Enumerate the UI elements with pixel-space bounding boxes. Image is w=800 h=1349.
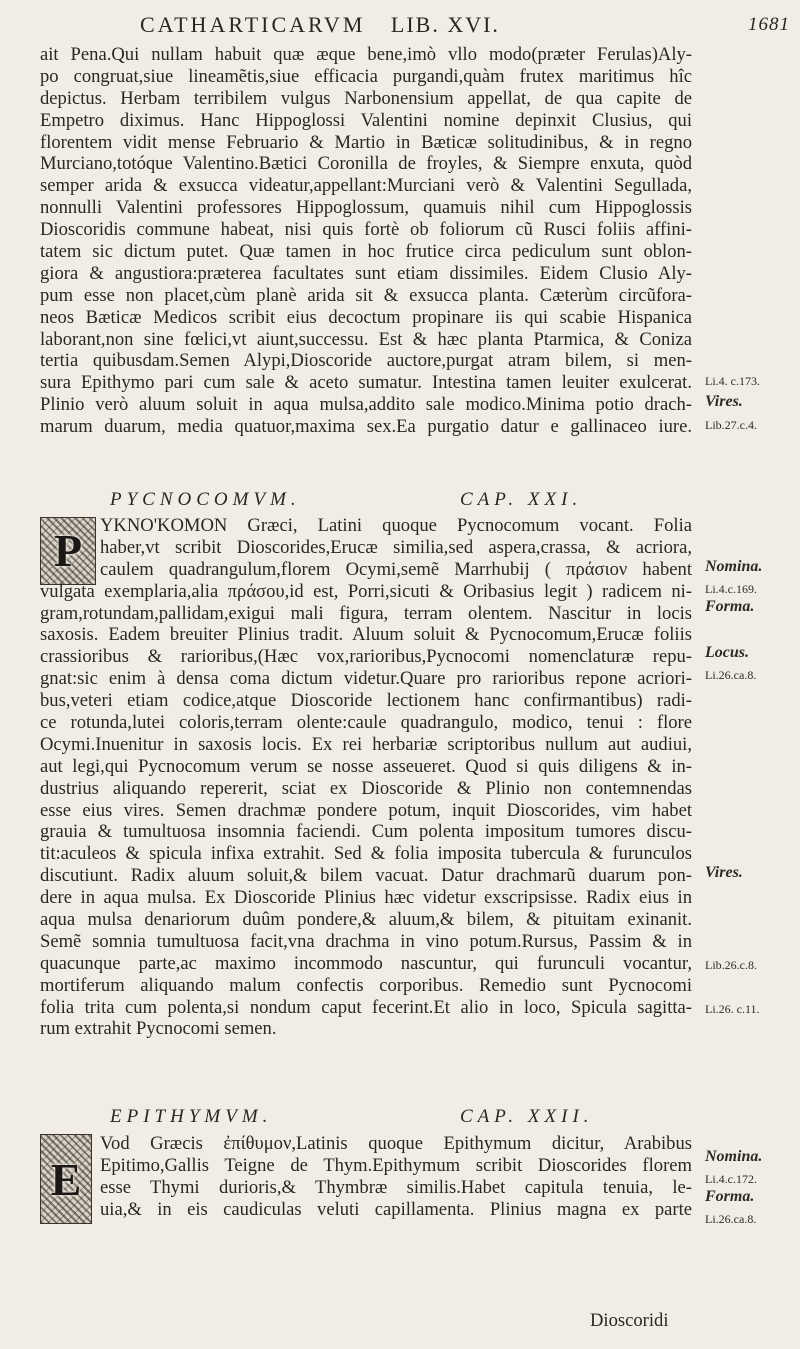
text-line: Vod Græcis ἐπίθυμον,Latinis quoque Epithymum dicitur, Arabibus (100, 1133, 692, 1154)
text-line: uia,& in eis caudiculas veluti capillamenta. Plinius magna ex parte (100, 1198, 692, 1220)
text-line: esse eius vires. Semen drachmæ pondere potum, inquit Dioscorides, vim habet (40, 799, 692, 821)
text-line: nonnulli Valentini professores Hippoglossum, quamuis nihil cum Hippoglossis (40, 197, 692, 219)
text-line: Ocymi.Inuenitur in saxosis locis. Ex rei herbariæ scriptoribus nullum aut audiui, (40, 733, 692, 755)
section-epithymum-text (40, 1133, 692, 1221)
text-line: discutiunt. Radix aluum soluit,& bilem vacuat. Datur drachmarũ duarum pon- (40, 865, 692, 887)
chapter-number: CAP. XXI. (460, 489, 583, 510)
text-line: gnat:sic enim à densa coma dictum videtur.Quare pro rarioribus repone acriori- (40, 668, 692, 690)
chapter-heading-epithymum (110, 1106, 670, 1128)
margin-note: Locus. (705, 644, 749, 661)
text-line: dustrius aliquando repererit, sciat ex Dioscoride & Plinio non contemnendas (40, 777, 692, 799)
text-line: aut legi,qui Pycnocomum verum se nosse asseueret. Quod si quis diligens & in- (40, 755, 692, 777)
text-line: Murciano,totóque Valentino.Bætici Coronilla de froyles, & Siempre enxuta, quòd (40, 153, 692, 175)
chapter-title: EPITHYMVM. (110, 1106, 273, 1127)
text-line: florentem vidit mense Februario & Martio in Bæticæ solitudinibus, & in regno (40, 131, 692, 153)
text-line: depictus. Herbam terribilem vulgus Narbonensium appellat, de qua capite de (40, 87, 692, 109)
margin-note: Li.26.ca.8. (705, 668, 757, 682)
text-line: ait Pena.Qui nullam habuit quæ æque bene,imò vllo modo(præter Ferulas)Aly- (40, 44, 692, 65)
text-line: saxosis. Eadem breuiter Plinius tradit. Aluum soluit & Pycnocomum,Erucæ foliis (40, 624, 692, 646)
text-line: tatem sic dictum putet. Quæ tamen in hoc frutice circa pediculum sunt oblon- (40, 241, 692, 263)
text-line: sura Epithymo pari cum sale & aceto sumatur. Intestina tamen leuiter exulcerat. (40, 372, 692, 394)
section-alypum-text (40, 44, 692, 438)
text-line: laborant,non sine fœlici,vt aiunt,successu. Est & hæc planta Ptarmica, & Coniza (40, 328, 692, 350)
text-line: crassioribus & rarioribus,(Hæc vox,rarioribus,Pycnocomi nomenclaturæ repu- (40, 646, 692, 668)
text-line: Plinio verò aluum soluit in aqua mulsa,addito sale modico.Minima potio drach- (40, 394, 692, 416)
margin-note: Forma. (705, 598, 755, 615)
text-line: grauia & tumultuosa insomnia faciendi. Cum polenta impositum tumores discu- (40, 821, 692, 843)
text-line: esse Thymi durioris,& Thymbræ similis.Habet capitula tenuia, le- (100, 1176, 692, 1198)
chapter-title: PYCNOCOMVM. (110, 489, 301, 510)
text-line: vulgata exemplaria,alia πράσου,id est, Porri,sicuti & Oribasius legit ) radicem ni- (40, 580, 692, 602)
text-line: ce rotunda,lutei coloris,terram olente:caule quadrangulo, modico, tenui : flore (40, 712, 692, 734)
text-line: haber,vt scribit Dioscorides,Erucæ similia,sed aspera,crassa, & acriora, (100, 536, 692, 558)
text-line: aqua mulsa denariorum duûm pondere,& aluum,& bilem, & pituitam exinanit. (40, 909, 692, 931)
text-line: Semẽ somnia tumultuosa facit,vna drachma in vino potum.Rursus, Passim & in (40, 930, 692, 952)
folio-number: 1681 (748, 14, 790, 35)
text-line: Epitimo,Gallis Teigne de Thym.Epithymum scribit Dioscorides florem (100, 1154, 692, 1176)
margin-note: Lib.27.c.4. (705, 418, 757, 432)
text-line: marum duarum, media quatuor,maxima sex.Ea purgatio datur e gallinaceo iure. (40, 416, 692, 438)
text-line: dere in aqua mulsa. Ex Dioscoride Plinius hæc videtur exscripsisse. Radix eius in (40, 887, 692, 909)
text-line: tertia quibusdam.Semen Alypi,Dioscoride auctore,purgat atram bilem, si men- (40, 350, 692, 372)
text-line: gram,rotundam,pallidam,exigui mali figura, terram olentem. Nascitur in locis (40, 602, 692, 624)
text-line: quacunque parte,ac maximo incommodo nascuntur, qui furunculi vocantur, (40, 952, 692, 974)
margin-note: Li.4.c.172. (705, 1172, 757, 1186)
text-line: caulem quadrangulum,florem Ocymi,semẽ Marrhubij ( πράσιον habent (100, 558, 692, 580)
margin-note: Lib.26.c.8. (705, 958, 757, 972)
text-line: tit:aculeos & spicula infixa extrahit. Sed & folia imposita tubercula & furunculos (40, 843, 692, 865)
text-line: Empetro diximus. Hanc Hippoglossi Valentini nomine depinxit Clusius, qui (40, 109, 692, 131)
margin-note: Vires. (705, 864, 743, 881)
text-line: folia trita cum polenta,si nondum caput fecerint.Et alio in loco, Spicula sagitta- (40, 996, 692, 1018)
chapter-heading-pycnocomum (110, 489, 670, 511)
text-line: bus,veteri etiam codice,atque Dioscoride lectionem hanc confirmantibus) radi- (40, 690, 692, 712)
text-line: pum esse non placet,cùm planè arida sit & exsucca planta. Cæterùm circũfora- (40, 284, 692, 306)
text-line: mortiferum aliquando malum confectis corporibus. Remedio sunt Pycnocomi (40, 974, 692, 996)
margin-note: Li.26. c.11. (705, 1002, 760, 1016)
running-title: CATHARTICARVM (140, 12, 366, 37)
margin-note: Li.4.c.169. (705, 582, 757, 596)
text-line: semper arida & exsucca videatur,appellant:Murciani verò & Valentini Segullada, (40, 175, 692, 197)
catchword: Dioscoridi (590, 1310, 669, 1331)
text-line: giora & angustiora:præterea facultates sunt etiam dissimiles. Eidem Clusio Aly- (40, 262, 692, 284)
margin-note: Vires. (705, 393, 743, 410)
margin-note: Nomina. (705, 558, 763, 575)
text-line: po congruat,siue lineamẽtis,siue efficacia purgandi,quàm frutex maritimus hîc (40, 65, 692, 87)
text-line: rum extrahit Pycnocomi semen. (40, 1018, 277, 1040)
text-line: neos Bæticæ Medicos scribit eius decoctum propinare iis qui scabie Hispanica (40, 306, 692, 328)
chapter-number: CAP. XXII. (460, 1106, 594, 1127)
book-number: LIB. XVI. (390, 12, 500, 37)
text-line: Dioscoridis commune habeat, nisi quis fortè ob foliorum cũ Rusci foliis affini- (40, 219, 692, 241)
margin-note: Forma. (705, 1188, 755, 1205)
initial-letter: P (53, 525, 83, 576)
section-pycnocomum-text (40, 515, 692, 1040)
margin-note: Nomina. (705, 1148, 763, 1165)
running-head (140, 12, 790, 38)
initial-letter: E (50, 1154, 82, 1205)
text-line: YKNO'KOMON Græci, Latini quoque Pycnocomum vocant. Folia (100, 515, 692, 536)
margin-note: Li.26.ca.8. (705, 1212, 757, 1226)
margin-note: Li.4. c.173. (705, 374, 760, 388)
